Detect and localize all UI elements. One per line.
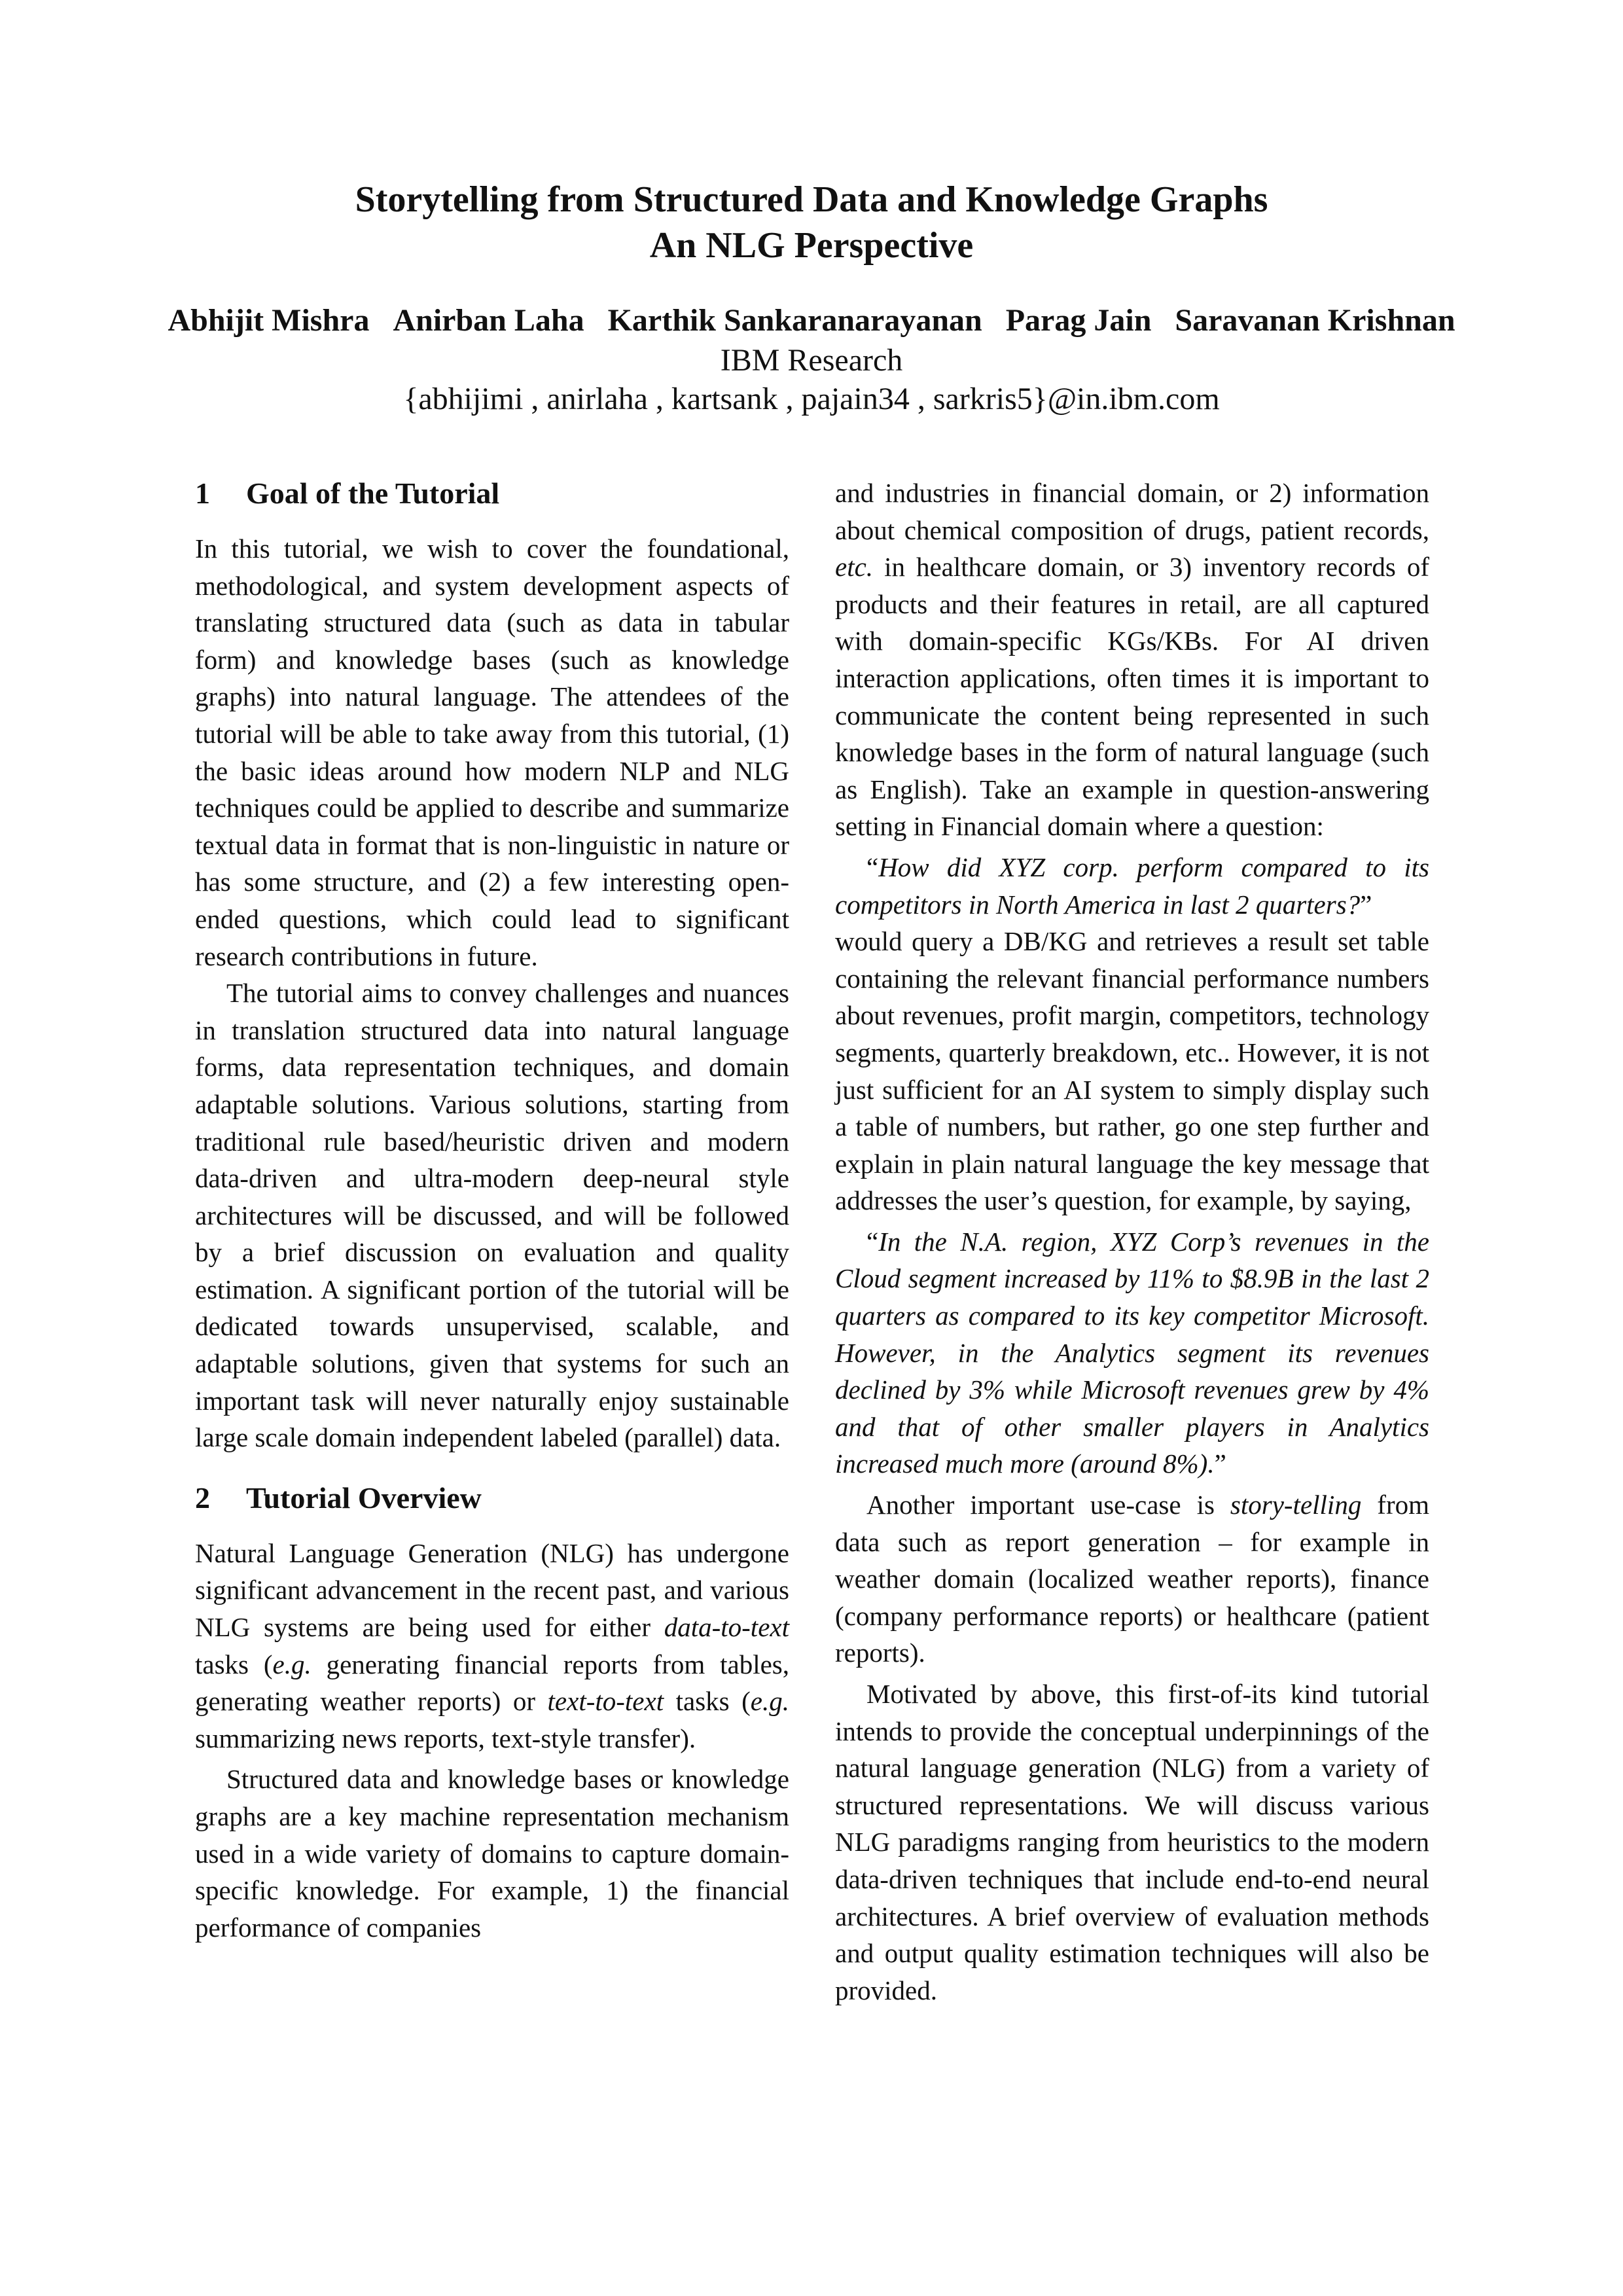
author: Saravanan Krishnan <box>1175 303 1455 338</box>
author: Anirban Laha <box>393 303 584 338</box>
left-column <box>195 475 789 1946</box>
right-paragraph-1: and industries in financial domain, or 2) information about chemical composition of drugs, patient records, etc. in healthcare domain, or 3) inventory records of products and their features in retail, are all captured with domain-specific KGs/KBs. For AI driven interaction applications, often times it is important to communicate the content being represented in such knowledge bases in the form of natural language (such as English). Take an example in question-answering setting in Financial domain where a question: <box>835 478 1429 842</box>
author: Karthik Sankaranarayanan <box>607 303 982 338</box>
right-paragraph-3: Another important use-case is story-telling from data such as report generation – for example in weather domain (localized weather reports), finance (company performance reports) or healthcare (patient reports). <box>835 1490 1430 1668</box>
section-2-paragraph-1: Natural Language Generation (NLG) has undergone significant advancement in the recent past, and various NLG systems are being used for either data-to-text tasks (e.g. generating financial reports from tables, generating weather reports) or text-to-text tasks (e.g. summarizing news reports, text-style transfer). <box>195 1537 789 1753</box>
section-number: 1 <box>195 476 210 510</box>
right-paragraph-2: would query a DB/KG and retrieves a result set table containing the relevant financial performance numbers about revenues, profit margin, competitors, technology segments, quarterly breakdown, etc.. However, it is not just sufficient for an AI system to simply display such a table of numbers, but rather, go one step further and explain in plain natural language the key message that addresses the user’s question, for example, by saying, <box>835 926 1429 1216</box>
section-title: Goal of the Tutorial <box>246 476 500 510</box>
section-number: 2 <box>195 1480 210 1515</box>
section-1-heading <box>195 475 789 512</box>
right-column <box>835 475 1429 2009</box>
right-paragraph-4: Motivated by above, this first-of-its kind tutorial intends to provide the conceptual underpinnings of the natural language generation (NLG) from a variety of structured representations. We will discuss various NLG paradigms ranging from heuristics to the modern data-driven techniques that include end-to-end neural architectures. A brief overview of evaluation methods and output quality estimation techniques will also be provided. <box>835 1679 1429 2005</box>
affiliation: IBM Research <box>720 343 903 378</box>
example-question-quote: “How did XYZ corp. perform compared to its competitors in North America in last 2 quarters?” <box>835 852 1429 920</box>
section-2-heading <box>195 1480 789 1516</box>
title-line-1: Storytelling from Structured Data and Knowledge Graphs <box>355 179 1268 220</box>
section-1-paragraph-1: In this tutorial, we wish to cover the foundational, methodological, and system development aspects of translating structured data (such as data in tabular form) and knowledge bases (such as knowledge graphs) into natural language. The attendees of the tutorial will be able to take away from this tutorial, (1) the basic ideas around how modern NLP and NLG techniques could be applied to describe and summarize textual data in format that is non-linguistic in nature or has some structure, and (2) a few interesting open-ended questions, which could lead to significant research contributions in future. <box>195 533 789 971</box>
section-1-paragraph-2: The tutorial aims to convey challenges and nuances in translation structured data into natural language forms, data representation techniques, and domain adaptable solutions. Various solutions, starting from traditional rule based/heuristic driven and modern data-driven and ultra-modern deep-neural style architectures will be discussed, and will be followed by a brief discussion on evaluation and quality estimation. A significant portion of the tutorial will be dedicated towards unsupervised, scalable, and adaptable solutions, given that systems for such an important task will never naturally enjoy sustainable large scale domain independent labeled (parallel) data. <box>195 978 789 1453</box>
section-2-paragraph-2: Structured data and knowledge bases or knowledge graphs are a key machine representation mechanism used in a wide variety of domains to capture domain-specific knowledge. For example, 1) the financial performance of companies <box>195 1764 789 1943</box>
author: Parag Jain <box>1005 303 1152 338</box>
paper-title <box>0 177 1623 268</box>
title-line-2: An NLG Perspective <box>649 225 974 266</box>
author-emails: {abhijimi , anirlaha , kartsank , pajain34 , sarkris5}@in.ibm.com <box>403 382 1220 416</box>
section-title: Tutorial Overview <box>246 1480 482 1515</box>
author: Abhijit Mishra <box>168 303 370 338</box>
author-list <box>0 302 1623 339</box>
example-answer-quote: “In the N.A. region, XYZ Corp’s revenues in the Cloud segment increased by 11% to $8.9B in the last 2 quarters as compared to its key competitor Microsoft. However, in the Analytics segment its revenues declined by 3% while Microsoft revenues grew by 4% and that of other smaller players in Analytics increased much more (around 8%).” <box>835 1226 1429 1479</box>
